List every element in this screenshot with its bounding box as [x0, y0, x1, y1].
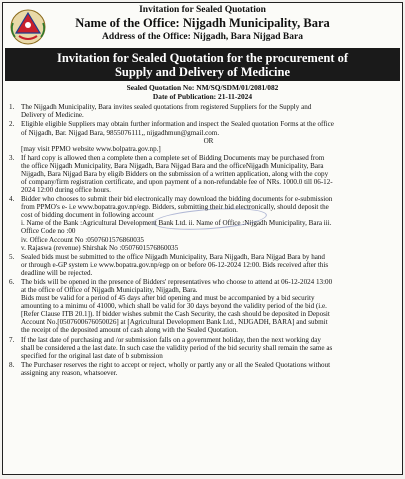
clause-item: [7, 278, 396, 334]
clause-or-separator: OR: [203, 136, 214, 145]
clause-number: 3.: [9, 153, 15, 162]
quotation-meta: [3, 83, 402, 101]
clause-number: 6.: [9, 278, 15, 287]
clause-line: Delivery of Medicine.: [21, 111, 84, 120]
quotation-number: Sealed Quotation No: NM/SQ/SDM/01/2081/082: [126, 83, 279, 92]
clause-number: 5.: [9, 252, 15, 261]
clause-item: [7, 103, 396, 119]
clause-number: 8.: [9, 360, 15, 369]
clause-line: of Nijgadh, Bar. Nijgad Bara, 9855076111,, nijgadhmun@gmail.com.: [21, 128, 220, 137]
clause-item: [7, 253, 396, 277]
clause-line: the receipt of the deposited amount of cash along with the Sealed Quotation.: [21, 326, 238, 335]
banner-line-2: Supply and Delivery of Medicine: [114, 65, 290, 79]
clause-line: cost of bidding document in following account: [21, 211, 154, 220]
clause-line: i. Name of the Bank :Agricultural Development Bank Ltd. ii. Name of Office :Nijgadh Municipality, Bara iii.: [21, 219, 332, 228]
clause-line: shall be considered a the last date. In such case the validity period of the bid security shall remain the same as: [21, 343, 333, 352]
clause-item: [7, 120, 396, 152]
clause-line: The bids will be opened in the presence of Bidders' representatives who choose to attend at 06-12-2024 13:00: [21, 278, 333, 287]
clause-line: specified for the original last date of b submission: [21, 351, 163, 360]
clause-line: 2024 12:00 during office hours.: [21, 186, 111, 195]
clause-line: Sealed bids must be submitted to the office Nijgadh Municipality, Bara Nijgadh, Bara Nijgad Bara by hand: [21, 252, 325, 261]
clause-line: If hard copy is allowed then a complete then a complete set of Bidding Documents may be purchased from: [21, 153, 325, 162]
clause-line: If the last date of purchasing and /or submission falls on a government holiday, then the next working day: [21, 335, 321, 344]
clause-line: amounting to a minimu of 41000, which shall be valid for 30 days beyond the validity period of the bid (i.e.: [21, 302, 327, 311]
office-address: Address of the Office: Nijgadh, Bara Nijgad Bara: [102, 32, 303, 42]
title-banner: [5, 48, 400, 81]
clause-line: of company/firm registration certificate, and upon payment of a non-refundable fee of NRs. 1000.0 till 06-12-: [21, 177, 333, 186]
clause-line: [Refer Clause ITB 20.1]). If bidder wishes submit the Cash Security, the cash should be deposited in Deposit: [21, 310, 330, 319]
clause-line: iv. Office Account No :0507601576860035: [21, 235, 144, 244]
nepal-government-emblem-icon: [7, 6, 49, 46]
notice-body: [3, 101, 402, 377]
notice-header: [3, 3, 402, 47]
notice-label: Invitation for Sealed Quotation: [139, 5, 266, 15]
clause-number: 4.: [9, 195, 15, 204]
clause-line: The Nijgadh Municipality, Bara invites sealed quotations from registered Suppliers for the Supply and: [21, 103, 312, 112]
clause-number: 1.: [9, 103, 15, 112]
clause-line: from PPMO's e- i.e www.bopatra.gov.np/egp. Bidders, submitting their bid electronically, should deposit the: [21, 203, 329, 212]
clause-line: the office Nijgadh Municipality, Bara Nijgadh, Bara Nijgad Bara and the officeNijgadh Municipality, Bara: [21, 161, 324, 170]
clause-number: 7.: [9, 335, 15, 344]
clause-line: [may visit PPMO website www.bolpatra.gov.np.]: [21, 144, 161, 153]
clause-item: [7, 361, 396, 377]
clause-line: Office Code no :00: [21, 227, 76, 236]
clause-line: deadline will be rejected.: [21, 268, 93, 277]
clause-line: Account No.[0507600676050026] at [Agricultural Development Bank Ltd., NIJGADH, BARA] and submit: [21, 318, 328, 327]
clause-line: Bidder who chooses to submit their bid electronically may download the bidding documents for e-submission: [21, 195, 333, 204]
clause-item: [7, 154, 396, 194]
quotation-notice: [2, 2, 403, 475]
clause-line: v. Rajaswa (revenue) Shirshak No :0507601576860035: [21, 243, 179, 252]
clause-line: Eligible eligible Suppliers may obtain further information and inspect the Sealed quotation Forms at the office: [21, 120, 334, 129]
office-name: Name of the Office: Nijgadh Municipality, Bara: [75, 16, 330, 30]
clause-line: Bids must be valid for a period of 45 days after bid opening and must be accompanied by a bid security: [21, 294, 315, 303]
clause-line: The Purchaser reserves the right to accept or reject, wholly or partly any or all the Sealed Quotations without: [21, 360, 331, 369]
clause-line: Nijgadh, Bara Nijgad Bara by eligib Bidders on the submission of a written application, along with the copy: [21, 169, 329, 178]
publication-date: Date of Publication: 21-11-2024: [152, 92, 253, 101]
clause-item: [7, 336, 396, 360]
clause-line: or through e-GP system i.e www.bopatra.gov.np/egp on or before 06-12-2024 12:00. Bids received after this: [21, 260, 329, 269]
banner-line-1: Invitation for Sealed Quotation for the procurement of: [56, 51, 349, 65]
clause-item: [7, 195, 396, 251]
clause-line: assigning any reason, whatsoever.: [21, 369, 118, 377]
clause-line: at the office of Office of Nijgadh Municipality, Nijgadh, Bara.: [21, 286, 198, 295]
clause-number: 2.: [9, 120, 15, 129]
